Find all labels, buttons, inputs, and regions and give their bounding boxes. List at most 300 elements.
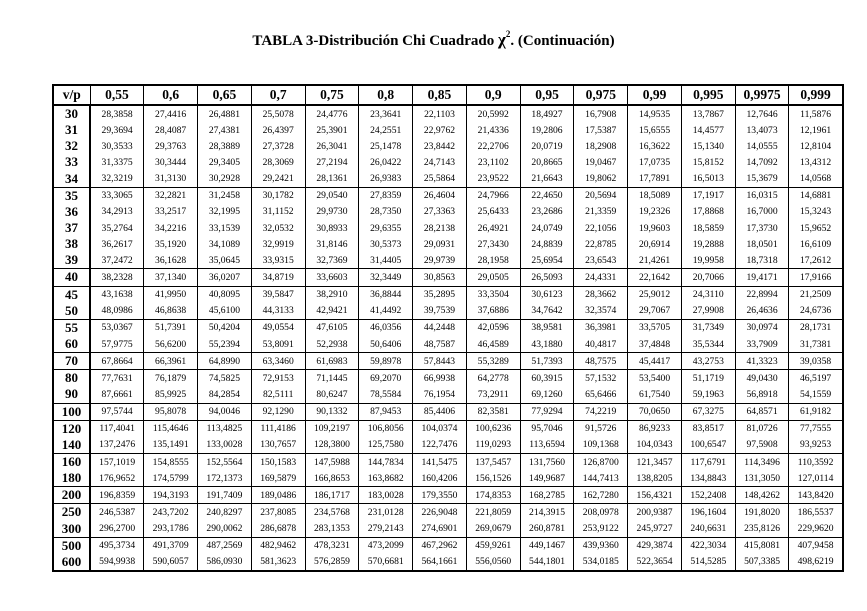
- value-cell: 35,2764: [101, 222, 133, 234]
- value-cell: 491,3709: [144, 537, 198, 554]
- value-cell: 50,6406: [359, 336, 413, 353]
- value-cell: 16,6109: [789, 236, 843, 252]
- value-cell: 25,1478: [359, 138, 413, 154]
- value-cell: 26,5093: [520, 269, 574, 286]
- value-cell: 25,5078: [251, 105, 305, 122]
- value-cell: 19,2888: [681, 236, 735, 252]
- probability-header: 0,95: [520, 85, 574, 105]
- value-cell: 166,8653: [305, 470, 359, 487]
- value-cell: 85,4406: [413, 403, 467, 420]
- value-cell: 36,0207: [198, 269, 252, 286]
- value-cell: 36,8844: [359, 286, 413, 303]
- value-cell: 29,0505: [466, 269, 520, 286]
- value-cell: 74,5825: [198, 370, 252, 387]
- value-cell: 21,6643: [520, 171, 574, 188]
- value-cell: 21,4336: [466, 122, 520, 138]
- value-cell: 30,3533: [101, 140, 133, 152]
- probability-header: 0,85: [413, 85, 467, 105]
- value-cell: 73,2911: [466, 386, 520, 403]
- value-cell: 156,4321: [628, 487, 682, 504]
- value-cell: 90,1332: [305, 403, 359, 420]
- chi-superscript: 2: [505, 29, 511, 39]
- value-cell: 20,5694: [574, 187, 628, 204]
- value-cell: 24,7143: [413, 154, 467, 170]
- table-row: [53, 154, 843, 170]
- probability-header: 0,6: [144, 85, 198, 105]
- value-cell: 11,5876: [789, 105, 843, 122]
- value-cell: 160,4206: [413, 470, 467, 487]
- value-cell: 30,0974: [735, 319, 789, 336]
- value-cell: 34,7642: [520, 303, 574, 320]
- value-cell: 91,5726: [574, 420, 628, 437]
- value-cell: 17,0735: [628, 154, 682, 170]
- value-cell: 86,9233: [628, 420, 682, 437]
- value-cell: 27,8359: [359, 187, 413, 204]
- value-cell: 194,3193: [144, 487, 198, 504]
- header-row: [53, 85, 843, 105]
- value-cell: 30,3444: [144, 154, 198, 170]
- value-cell: 253,9122: [574, 521, 628, 538]
- value-cell: 48,7587: [413, 336, 467, 353]
- value-cell: 290,0062: [198, 521, 252, 538]
- value-cell: 38,2328: [90, 269, 144, 286]
- table-row: [53, 386, 843, 403]
- probability-header: 0,995: [681, 85, 735, 105]
- value-cell: 31,1152: [251, 204, 305, 220]
- value-cell: 127,0114: [789, 470, 843, 487]
- value-cell: 72,9153: [251, 370, 305, 387]
- value-cell: 39,0358: [789, 353, 843, 370]
- value-cell: 183,0028: [359, 487, 413, 504]
- value-cell: 415,8081: [735, 537, 789, 554]
- value-cell: 131,7560: [520, 453, 574, 470]
- table-row: [53, 470, 843, 487]
- value-cell: 14,7092: [735, 154, 789, 170]
- value-cell: 189,0486: [251, 487, 305, 504]
- value-cell: 29,0540: [305, 187, 359, 204]
- value-cell: 522,3654: [628, 554, 682, 571]
- value-cell: 269,0679: [466, 521, 520, 538]
- value-cell: 34,2216: [144, 220, 198, 236]
- value-cell: 514,5285: [681, 554, 735, 571]
- value-cell: 21,4261: [628, 252, 682, 269]
- value-cell: 110,3592: [789, 453, 843, 470]
- value-cell: 37,1340: [144, 269, 198, 286]
- value-cell: 172,1373: [198, 470, 252, 487]
- value-cell: 64,8990: [198, 353, 252, 370]
- value-cell: 46,4589: [466, 336, 520, 353]
- table-row: [53, 521, 843, 538]
- degrees-of-freedom-cell: 30: [53, 105, 90, 122]
- value-cell: 39,7539: [413, 303, 467, 320]
- value-cell: 32,9919: [251, 236, 305, 252]
- value-cell: 53,0367: [90, 319, 144, 336]
- value-cell: 293,1786: [144, 521, 198, 538]
- value-cell: 556,0560: [466, 554, 520, 571]
- degrees-of-freedom-cell: 33: [53, 154, 90, 170]
- value-cell: 18,0501: [735, 236, 789, 252]
- probability-header: 0,999: [789, 85, 843, 105]
- value-cell: 30,1782: [251, 187, 305, 204]
- value-cell: 22,4650: [520, 187, 574, 204]
- value-cell: 26,4921: [466, 220, 520, 236]
- value-cell: 240,6631: [681, 521, 735, 538]
- value-cell: 296,2700: [99, 523, 136, 535]
- value-cell: 12,8104: [789, 138, 843, 154]
- value-cell: 32,3219: [101, 173, 133, 185]
- value-cell: 22,1642: [628, 269, 682, 286]
- value-cell: 27,2194: [305, 154, 359, 170]
- value-cell: 12,7646: [735, 105, 789, 122]
- value-cell: 128,3800: [305, 437, 359, 454]
- value-cell: 32,2821: [144, 187, 198, 204]
- value-cell: 41,4492: [359, 303, 413, 320]
- value-cell: 594,9938: [90, 554, 144, 571]
- probability-header: 0,55: [90, 85, 144, 105]
- value-cell: 459,9261: [466, 537, 520, 554]
- value-cell: 20,6914: [628, 236, 682, 252]
- value-cell: 109,1368: [574, 437, 628, 454]
- value-cell: 21,3359: [574, 204, 628, 220]
- table-row: [53, 437, 843, 454]
- value-cell: 134,8843: [681, 470, 735, 487]
- value-cell: 31,3130: [144, 171, 198, 188]
- value-cell: 133,0028: [198, 437, 252, 454]
- value-cell: 26,4397: [251, 122, 305, 138]
- value-cell: 27,3728: [251, 138, 305, 154]
- value-cell: 152,5564: [198, 453, 252, 470]
- value-cell: 37,4848: [628, 336, 682, 353]
- value-cell: 82,3581: [466, 403, 520, 420]
- value-cell: 30,6123: [520, 286, 574, 303]
- value-cell: 104,0374: [413, 420, 467, 437]
- value-cell: 51,1719: [681, 370, 735, 387]
- value-cell: 82,5111: [251, 386, 305, 403]
- value-cell: 43,2753: [681, 353, 735, 370]
- value-cell: 16,3622: [628, 138, 682, 154]
- value-cell: 45,6100: [198, 303, 252, 320]
- value-cell: 141,5475: [413, 453, 467, 470]
- value-cell: 162,7280: [574, 487, 628, 504]
- value-cell: 71,1445: [305, 370, 359, 387]
- degrees-of-freedom-cell: 90: [53, 386, 90, 403]
- degrees-of-freedom-cell: 34: [53, 171, 90, 188]
- value-cell: 29,9739: [413, 252, 467, 269]
- value-cell: 59,8978: [359, 353, 413, 370]
- table-row: [53, 487, 843, 504]
- probability-header: 0,99: [628, 85, 682, 105]
- value-cell: 14,0568: [789, 171, 843, 188]
- value-cell: 17,2612: [789, 252, 843, 269]
- value-cell: 14,0555: [735, 138, 789, 154]
- value-cell: 243,7202: [144, 504, 198, 521]
- value-cell: 48,0986: [101, 305, 133, 317]
- value-cell: 77,7631: [90, 370, 144, 387]
- value-cell: 21,2509: [789, 286, 843, 303]
- value-cell: 35,2895: [413, 286, 467, 303]
- value-cell: 19,9958: [681, 252, 735, 269]
- value-cell: 31,3375: [101, 156, 133, 168]
- value-cell: 576,2859: [305, 554, 359, 571]
- value-cell: 31,4405: [359, 252, 413, 269]
- value-cell: 55,2394: [198, 336, 252, 353]
- value-cell: 30,8933: [305, 220, 359, 236]
- value-cell: 20,0719: [520, 138, 574, 154]
- value-cell: 32,1995: [198, 204, 252, 220]
- value-cell: 30,8563: [413, 269, 467, 286]
- value-cell: 214,3915: [520, 504, 574, 521]
- value-cell: 51,7393: [520, 353, 574, 370]
- value-cell: 16,0315: [735, 187, 789, 204]
- value-cell: 179,3550: [413, 487, 467, 504]
- value-cell: 113,6594: [520, 437, 574, 454]
- value-cell: 33,5705: [628, 319, 682, 336]
- value-cell: 29,6355: [359, 220, 413, 236]
- probability-header: 0,75: [305, 85, 359, 105]
- value-cell: 49,0554: [251, 319, 305, 336]
- value-cell: 60,3915: [520, 370, 574, 387]
- value-cell: 439,9360: [574, 537, 628, 554]
- value-cell: 30,2928: [198, 171, 252, 188]
- value-cell: 28,3662: [574, 286, 628, 303]
- value-cell: 36,1628: [144, 252, 198, 269]
- value-cell: 169,5879: [251, 470, 305, 487]
- value-cell: 13,4073: [735, 122, 789, 138]
- value-cell: 16,7000: [735, 204, 789, 220]
- value-cell: 95,7046: [520, 420, 574, 437]
- value-cell: 19,9603: [628, 220, 682, 236]
- degrees-of-freedom-cell: 180: [53, 470, 90, 487]
- value-cell: 149,9687: [520, 470, 574, 487]
- value-cell: 34,8719: [251, 269, 305, 286]
- value-cell: 119,0293: [466, 437, 520, 454]
- value-cell: 26,0422: [359, 154, 413, 170]
- value-cell: 49,0430: [735, 370, 789, 387]
- value-cell: 260,8781: [520, 521, 574, 538]
- value-cell: 61,6983: [305, 353, 359, 370]
- value-cell: 27,4416: [144, 105, 198, 122]
- degrees-of-freedom-cell: 120: [53, 420, 90, 437]
- value-cell: 95,8078: [144, 403, 198, 420]
- degrees-of-freedom-cell: 500: [53, 537, 90, 554]
- degrees-of-freedom-cell: 31: [53, 122, 90, 138]
- value-cell: 126,8700: [574, 453, 628, 470]
- title-suffix: . (Continuación): [510, 33, 615, 49]
- value-cell: 28,1731: [789, 319, 843, 336]
- table-row: [53, 252, 843, 269]
- value-cell: 29,9730: [305, 204, 359, 220]
- degrees-of-freedom-cell: 55: [53, 319, 90, 336]
- table-row: [53, 171, 843, 188]
- value-cell: 29,0931: [413, 236, 467, 252]
- degrees-of-freedom-cell: 50: [53, 303, 90, 320]
- value-cell: 147,5988: [305, 453, 359, 470]
- value-cell: 29,3694: [101, 124, 133, 136]
- value-cell: 274,6901: [413, 521, 467, 538]
- value-cell: 25,3901: [305, 122, 359, 138]
- table-row: [53, 220, 843, 236]
- value-cell: 46,0356: [359, 319, 413, 336]
- value-cell: 138,8205: [628, 470, 682, 487]
- table-row: [53, 204, 843, 220]
- value-cell: 83,8517: [681, 420, 735, 437]
- value-cell: 61,7540: [628, 386, 682, 403]
- value-cell: 143,8420: [789, 487, 843, 504]
- value-cell: 23,2686: [520, 204, 574, 220]
- value-cell: 186,1717: [305, 487, 359, 504]
- table-title: [0, 30, 867, 50]
- value-cell: 53,5400: [628, 370, 682, 387]
- value-cell: 22,1103: [413, 105, 467, 122]
- value-cell: 482,9462: [251, 537, 305, 554]
- value-cell: 467,2962: [413, 537, 467, 554]
- value-cell: 27,9908: [681, 303, 735, 320]
- value-cell: 104,0343: [628, 437, 682, 454]
- value-cell: 570,6681: [359, 554, 413, 571]
- value-cell: 37,2472: [101, 254, 133, 266]
- value-cell: 38,2910: [305, 286, 359, 303]
- value-cell: 234,5768: [305, 504, 359, 521]
- value-cell: 17,3730: [735, 220, 789, 236]
- value-cell: 78,5584: [359, 386, 413, 403]
- value-cell: 28,1958: [466, 252, 520, 269]
- value-cell: 43,1880: [520, 336, 574, 353]
- value-cell: 109,2197: [305, 420, 359, 437]
- value-cell: 24,0749: [520, 220, 574, 236]
- value-cell: 69,2070: [359, 370, 413, 387]
- value-cell: 70,0650: [628, 403, 682, 420]
- value-cell: 283,1353: [305, 521, 359, 538]
- value-cell: 18,4927: [520, 105, 574, 122]
- value-cell: 61,9182: [789, 403, 843, 420]
- value-cell: 148,4262: [735, 487, 789, 504]
- value-cell: 76,1879: [144, 370, 198, 387]
- value-cell: 51,7391: [144, 319, 198, 336]
- value-cell: 429,3874: [628, 537, 682, 554]
- value-cell: 114,3496: [735, 453, 789, 470]
- value-cell: 97,5744: [90, 403, 144, 420]
- table-row: [53, 187, 843, 204]
- value-cell: 191,7409: [198, 487, 252, 504]
- value-cell: 200,9387: [628, 504, 682, 521]
- value-cell: 44,2448: [413, 319, 467, 336]
- value-cell: 28,1361: [305, 171, 359, 188]
- value-cell: 38,9581: [520, 319, 574, 336]
- value-cell: 30,5373: [359, 236, 413, 252]
- value-cell: 27,3363: [413, 204, 467, 220]
- value-cell: 31,8146: [305, 236, 359, 252]
- table-row: [53, 286, 843, 303]
- value-cell: 144,7413: [574, 470, 628, 487]
- value-cell: 168,2785: [520, 487, 574, 504]
- value-cell: 163,8682: [359, 470, 413, 487]
- value-cell: 150,1583: [251, 453, 305, 470]
- value-cell: 111,4186: [251, 420, 305, 437]
- value-cell: 17,1917: [681, 187, 735, 204]
- value-cell: 57,9775: [101, 338, 133, 350]
- value-cell: 56,8918: [735, 386, 789, 403]
- value-cell: 27,4381: [198, 122, 252, 138]
- value-cell: 286,6878: [251, 521, 305, 538]
- value-cell: 100,6547: [681, 437, 735, 454]
- value-cell: 25,9012: [628, 286, 682, 303]
- value-cell: 176,9652: [99, 472, 136, 484]
- degrees-of-freedom-cell: 38: [53, 236, 90, 252]
- value-cell: 31,2458: [198, 187, 252, 204]
- value-cell: 534,0185: [574, 554, 628, 571]
- value-cell: 24,7966: [466, 187, 520, 204]
- value-cell: 137,5457: [466, 453, 520, 470]
- value-cell: 231,0128: [359, 504, 413, 521]
- value-cell: 15,3243: [789, 204, 843, 220]
- value-cell: 14,4577: [681, 122, 735, 138]
- table-row: [53, 537, 843, 554]
- value-cell: 117,6791: [681, 453, 735, 470]
- table-row: [53, 236, 843, 252]
- value-cell: 18,5859: [681, 220, 735, 236]
- title-text: TABLA 3-Distribución Chi Cuadrado: [252, 33, 495, 49]
- table-row: [53, 336, 843, 353]
- table-body: [53, 105, 843, 571]
- degrees-of-freedom-cell: 160: [53, 453, 90, 470]
- degrees-of-freedom-cell: 200: [53, 487, 90, 504]
- value-cell: 40,4817: [574, 336, 628, 353]
- value-cell: 31,7381: [789, 336, 843, 353]
- value-cell: 36,3981: [574, 319, 628, 336]
- value-cell: 29,3405: [198, 154, 252, 170]
- value-cell: 35,0645: [198, 252, 252, 269]
- value-cell: 32,0532: [251, 220, 305, 236]
- value-cell: 47,6105: [305, 319, 359, 336]
- value-cell: 279,2143: [359, 521, 413, 538]
- value-cell: 22,1056: [574, 220, 628, 236]
- table-row: [53, 138, 843, 154]
- value-cell: 498,6219: [789, 554, 843, 571]
- value-cell: 37,6886: [466, 303, 520, 320]
- value-cell: 174,8353: [466, 487, 520, 504]
- value-cell: 94,0046: [198, 403, 252, 420]
- value-cell: 19,8062: [574, 171, 628, 188]
- value-cell: 544,1801: [520, 554, 574, 571]
- value-cell: 41,9950: [144, 286, 198, 303]
- value-cell: 196,1604: [681, 504, 735, 521]
- value-cell: 22,9762: [413, 122, 467, 138]
- value-cell: 67,8664: [90, 353, 144, 370]
- value-cell: 15,1340: [681, 138, 735, 154]
- value-cell: 17,9166: [789, 269, 843, 286]
- table-row: [53, 554, 843, 571]
- degrees-of-freedom-cell: 39: [53, 252, 90, 269]
- value-cell: 64,2778: [466, 370, 520, 387]
- value-cell: 29,3763: [144, 138, 198, 154]
- probability-header: 0,65: [198, 85, 252, 105]
- value-cell: 32,7369: [305, 252, 359, 269]
- value-cell: 24,2551: [359, 122, 413, 138]
- value-cell: 28,3858: [101, 108, 133, 120]
- table-row: [53, 303, 843, 320]
- value-cell: 16,5013: [681, 171, 735, 188]
- value-cell: 156,1526: [466, 470, 520, 487]
- value-cell: 87,9453: [359, 403, 413, 420]
- value-cell: 13,7867: [681, 105, 735, 122]
- degrees-of-freedom-cell: 36: [53, 204, 90, 220]
- value-cell: 226,9048: [413, 504, 467, 521]
- value-cell: 28,7350: [359, 204, 413, 220]
- value-cell: 92,1290: [251, 403, 305, 420]
- degrees-of-freedom-cell: 250: [53, 504, 90, 521]
- value-cell: 24,4776: [305, 105, 359, 122]
- value-cell: 19,2806: [520, 122, 574, 138]
